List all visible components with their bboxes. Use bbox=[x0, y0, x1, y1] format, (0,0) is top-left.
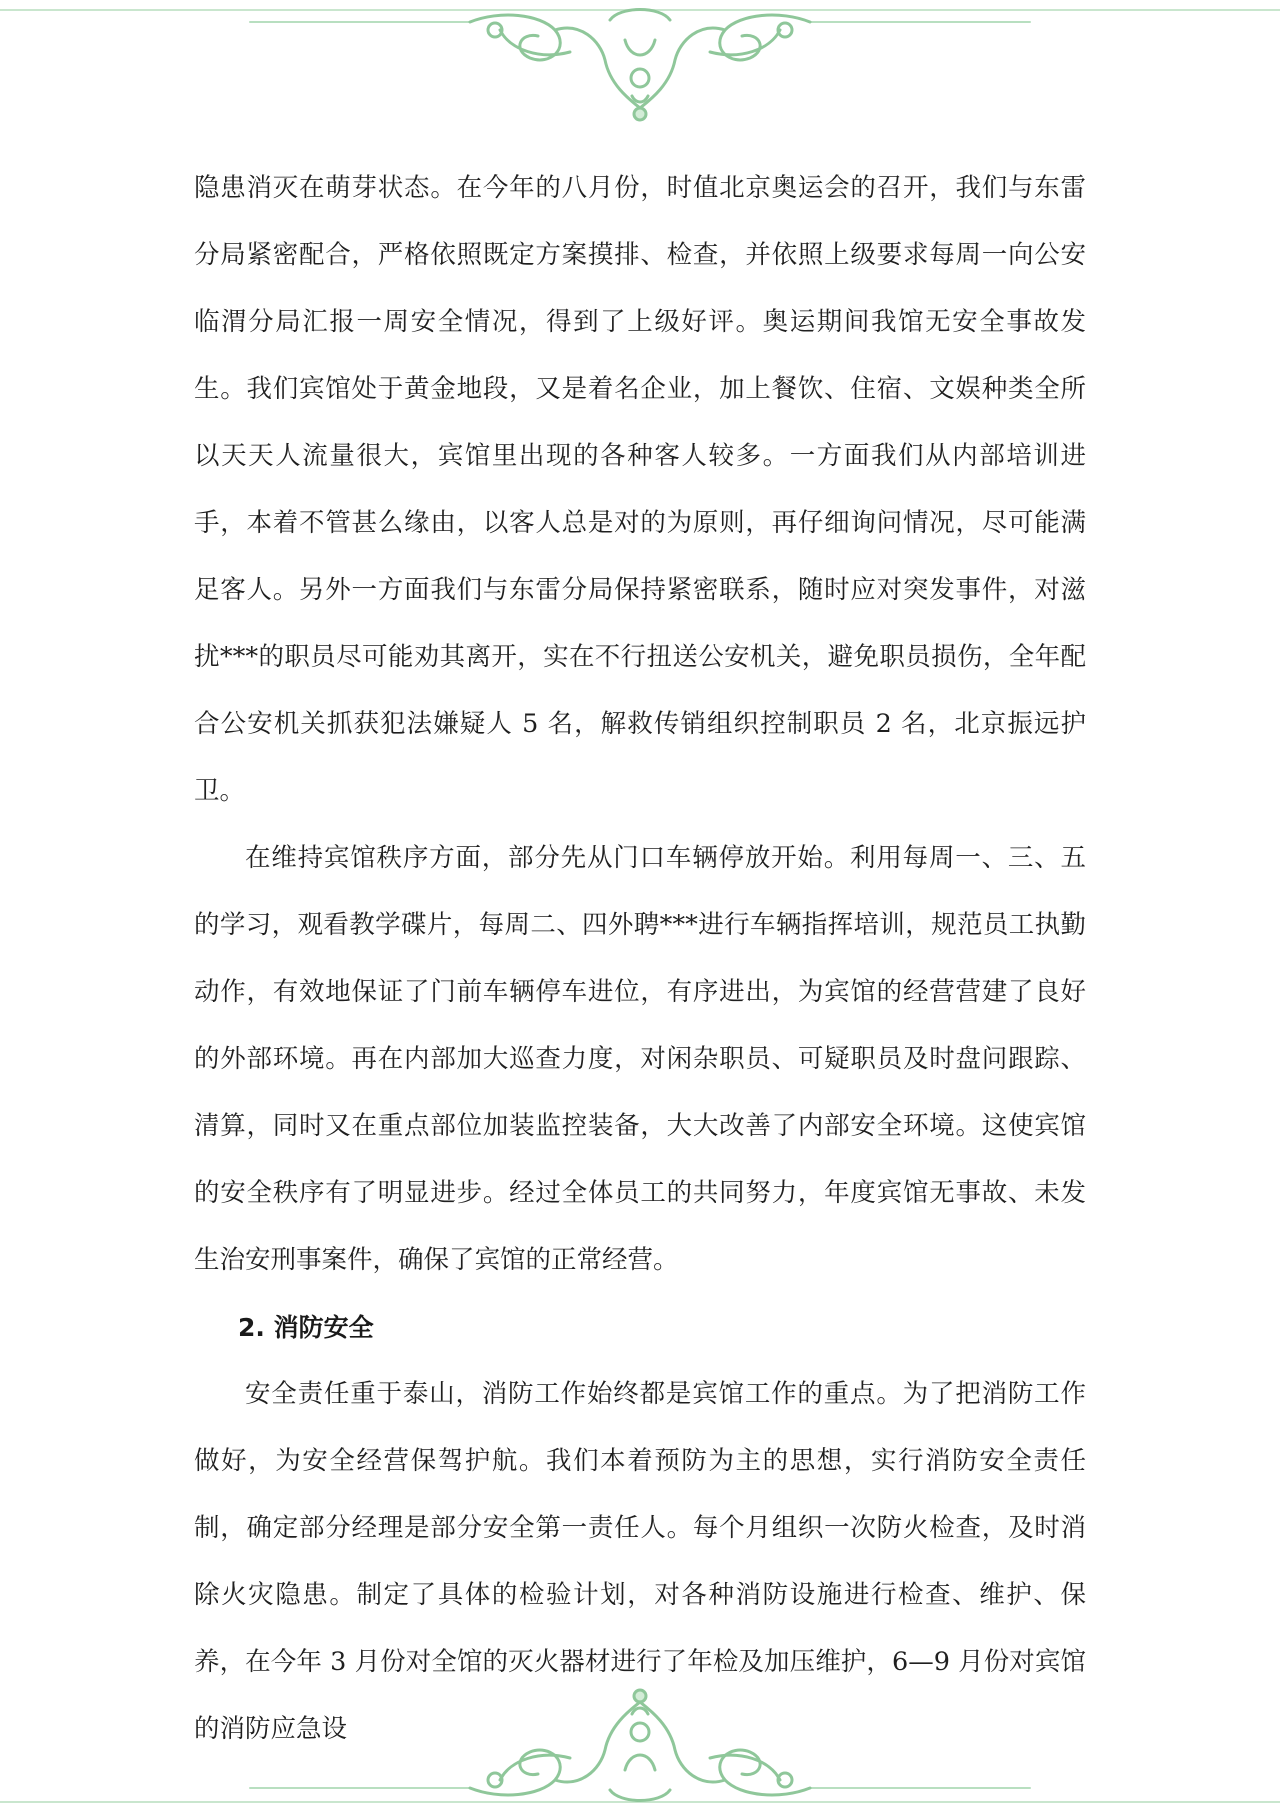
scrollwork-ornament-icon bbox=[0, 0, 1280, 130]
paragraph-fire-safety: 安全责任重于泰山，消防工作始终都是宾馆工作的重点。为了把消防工作做好，为安全经营保驾护航。我们本着预防为主的思想，实行消防安全责任制，确定部分经理是部分安全第一责任人。每个月组织一次防火检查，及时消除火灾隐患。制定了具体的检验计划，对各种消防设施进行检查、维护、保养，在今年 3 月份对全馆的灭火器材进行了年检及加压维护，6—9 月份对宾馆的消防应急设 bbox=[194, 1379, 1086, 1744]
paragraph-hotel-order: 在维持宾馆秩序方面，部分先从门口车辆停放开始。利用每周一、三、五的学习，观看教学碟片，每周二、四外聘***进行车辆指挥培训，规范员工执勤动作，有效地保证了门前车辆停车进位，有序进出，为宾馆的经营营建了良好的外部环境。再在内部加大巡查力度，对闲杂职员、可疑职员及时盘问跟踪、清算，同时又在重点部位加装监控装备，大大改善了内部安全环境。这使宾馆的安全秩序有了明显进步。经过全体员工的共同努力，年度宾馆无事故、未发生治安刑事案件，确保了宾馆的正常经营。 bbox=[194, 843, 1086, 1275]
top-ornament-border bbox=[0, 0, 1280, 130]
scrollwork-ornament-icon bbox=[0, 1680, 1280, 1810]
document-body bbox=[194, 155, 1086, 1763]
bottom-ornament-border bbox=[0, 1680, 1280, 1810]
section-heading-fire-safety: 2. 消防安全 bbox=[238, 1313, 374, 1342]
paragraph-security-order-cont: 隐患消灭在萌芽状态。在今年的八月份，时值北京奥运会的召开，我们与东雷分局紧密配合，严格依照既定方案摸排、检查，并依照上级要求每周一向公安临渭分局汇报一周安全情况，得到了上级好评。奥运期间我馆无安全事故发生。我们宾馆处于黄金地段，又是着名企业，加上餐饮、住宿、文娱种类全所以天天人流量很大，宾馆里出现的各种客人较多。一方面我们从内部培训进手，本着不管甚么缘由，以客人总是对的为原则，再仔细询问情况，尽可能满足客人。另外一方面我们与东雷分局保持紧密联系，随时应对突发事件，对滋扰***的职员尽可能劝其离开，实在不行扭送公安机关，避免职员损伤，全年配合公安机关抓获犯法嫌疑人 5 名，解救传销组织控制职员 2 名，北京振远护卫。 bbox=[194, 173, 1086, 806]
